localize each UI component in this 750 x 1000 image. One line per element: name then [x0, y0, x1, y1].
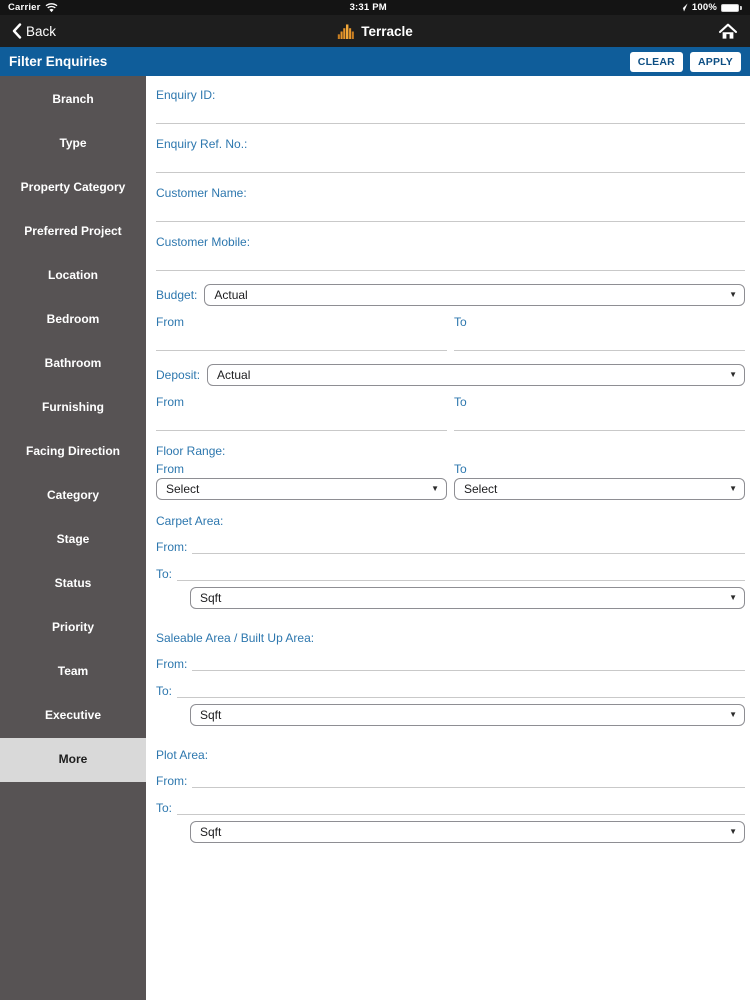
sidebar-item-facing-direction[interactable] — [0, 430, 146, 474]
floor-from-value: Select — [166, 482, 200, 496]
brand-label: Terracle — [361, 23, 413, 39]
app-brand — [337, 24, 413, 39]
chevron-down-icon: ▼ — [729, 484, 737, 493]
sidebar-item-label: Executive — [44, 708, 102, 723]
sidebar-item-type[interactable] — [0, 122, 146, 166]
customer-name-label: Customer Name: — [156, 186, 247, 200]
saleable-unit-select[interactable] — [190, 704, 745, 726]
budget-to-label: To — [454, 315, 467, 329]
carpet-unit-select[interactable] — [190, 587, 745, 609]
budget-type-value: Actual — [214, 288, 248, 302]
deposit-to-label: To — [454, 395, 467, 409]
sidebar-item-label: Branch — [52, 92, 94, 107]
deposit-label: Deposit: — [156, 368, 201, 382]
carpet-from-input[interactable] — [192, 538, 745, 554]
sidebar-item-location[interactable] — [0, 254, 146, 298]
saleable-unit-value: Sqft — [200, 708, 222, 722]
filter-header — [0, 47, 750, 76]
chevron-down-icon: ▼ — [431, 484, 439, 493]
sidebar-item-label: Property Category — [20, 180, 126, 195]
sidebar-item-label: Preferred Project — [24, 224, 122, 239]
plot-unit-value: Sqft — [200, 825, 222, 839]
sidebar-item-label: Bathroom — [44, 356, 102, 371]
sidebar-item-label: Priority — [51, 620, 94, 635]
sidebar-item-more[interactable] — [0, 738, 146, 782]
enquiry-ref-field-group — [156, 137, 745, 186]
chevron-down-icon: ▼ — [729, 370, 737, 379]
deposit-type-select[interactable] — [207, 364, 745, 386]
sidebar-item-label: More — [58, 752, 88, 767]
sidebar-item-label: Status — [54, 576, 92, 591]
customer-mobile-input[interactable] — [156, 251, 745, 271]
floor-from-label: From — [156, 462, 184, 476]
customer-mobile-label: Customer Mobile: — [156, 235, 251, 249]
enquiry-ref-input[interactable] — [156, 153, 745, 173]
enquiry-id-field-group — [156, 88, 745, 137]
carpet-to-label: To: — [156, 567, 173, 581]
nav-bar — [0, 15, 750, 47]
sidebar-item-team[interactable] — [0, 650, 146, 694]
budget-from-label: From — [156, 315, 184, 329]
plot-from-input[interactable] — [192, 772, 745, 788]
page-title: Filter Enquiries — [9, 54, 108, 69]
sidebar-item-bedroom[interactable] — [0, 298, 146, 342]
budget-section — [156, 284, 745, 351]
saleable-to-input[interactable] — [177, 682, 745, 698]
floor-from-select[interactable] — [156, 478, 447, 500]
clock: 3:31 PM — [349, 2, 387, 13]
plot-area-section — [156, 748, 745, 843]
plot-area-label: Plot Area: — [156, 748, 209, 762]
sidebar-item-label: Type — [59, 136, 87, 151]
saleable-from-input[interactable] — [192, 655, 745, 671]
budget-type-select[interactable] — [204, 284, 745, 306]
sidebar-item-branch[interactable] — [0, 78, 146, 122]
status-bar — [0, 0, 750, 15]
sidebar-item-label: Stage — [56, 532, 90, 547]
sidebar-item-executive[interactable] — [0, 694, 146, 738]
plot-unit-select[interactable] — [190, 821, 745, 843]
saleable-area-label: Saleable Area / Built Up Area: — [156, 631, 315, 645]
floor-to-value: Select — [464, 482, 498, 496]
floor-to-label: To — [454, 462, 467, 476]
chevron-down-icon: ▼ — [729, 827, 737, 836]
battery-percent: 100% — [691, 2, 717, 13]
sidebar-item-stage[interactable] — [0, 518, 146, 562]
home-button[interactable] — [718, 23, 738, 40]
plot-to-input[interactable] — [177, 799, 745, 815]
budget-label: Budget: — [156, 288, 198, 302]
sidebar-item-category[interactable] — [0, 474, 146, 518]
sidebar-item-label: Team — [57, 664, 89, 679]
saleable-from-label: From: — [156, 657, 188, 671]
customer-mobile-field-group — [156, 235, 745, 284]
clear-button[interactable]: CLEAR — [630, 52, 683, 72]
deposit-section — [156, 364, 745, 431]
location-arrow-icon — [679, 3, 688, 12]
sidebar-item-furnishing[interactable] — [0, 386, 146, 430]
carrier-label: Carrier — [8, 2, 41, 13]
carpet-area-label: Carpet Area: — [156, 514, 224, 528]
carpet-unit-value: Sqft — [200, 591, 222, 605]
carpet-from-label: From: — [156, 540, 188, 554]
sidebar-item-label: Facing Direction — [25, 444, 120, 459]
deposit-to-input[interactable] — [454, 409, 745, 431]
apply-button[interactable]: APPLY — [690, 52, 741, 72]
sidebar-item-label: Location — [48, 268, 98, 283]
filter-sidebar — [0, 76, 146, 1000]
budget-to-input[interactable] — [454, 329, 745, 351]
deposit-type-value: Actual — [217, 368, 251, 382]
carpet-to-input[interactable] — [177, 565, 745, 581]
plot-from-label: From: — [156, 774, 188, 788]
sidebar-item-property-category[interactable] — [0, 166, 146, 210]
filter-form — [146, 76, 750, 1000]
deposit-from-label: From — [156, 395, 184, 409]
floor-to-select[interactable] — [454, 478, 745, 500]
sidebar-item-label: Furnishing — [42, 400, 104, 415]
sidebar-item-label: Category — [46, 488, 99, 503]
sidebar-item-bathroom[interactable] — [0, 342, 146, 386]
battery-icon — [721, 4, 742, 12]
carpet-area-section — [156, 514, 745, 609]
floor-range-section — [156, 444, 745, 500]
enquiry-id-label: Enquiry ID: — [156, 88, 216, 102]
chevron-down-icon: ▼ — [729, 593, 737, 602]
sidebar-item-label: Bedroom — [46, 312, 100, 327]
terracle-logo-icon — [337, 24, 356, 39]
budget-from-input[interactable] — [156, 329, 447, 351]
chevron-down-icon: ▼ — [729, 710, 737, 719]
plot-to-label: To: — [156, 801, 173, 815]
saleable-area-section — [156, 631, 745, 726]
enquiry-id-input[interactable] — [156, 104, 745, 124]
wifi-icon — [45, 3, 58, 13]
saleable-to-label: To: — [156, 684, 173, 698]
back-label: Back — [26, 23, 57, 39]
sidebar-item-priority[interactable] — [0, 606, 146, 650]
home-icon — [718, 23, 738, 40]
enquiry-ref-label: Enquiry Ref. No.: — [156, 137, 248, 151]
floor-range-label: Floor Range: — [156, 444, 226, 458]
sidebar-item-status[interactable] — [0, 562, 146, 606]
sidebar-item-preferred-project[interactable] — [0, 210, 146, 254]
customer-name-field-group — [156, 186, 745, 235]
chevron-down-icon: ▼ — [729, 290, 737, 299]
deposit-from-input[interactable] — [156, 409, 447, 431]
customer-name-input[interactable] — [156, 202, 745, 222]
back-button[interactable] — [12, 23, 56, 39]
back-chevron-icon — [12, 23, 22, 39]
